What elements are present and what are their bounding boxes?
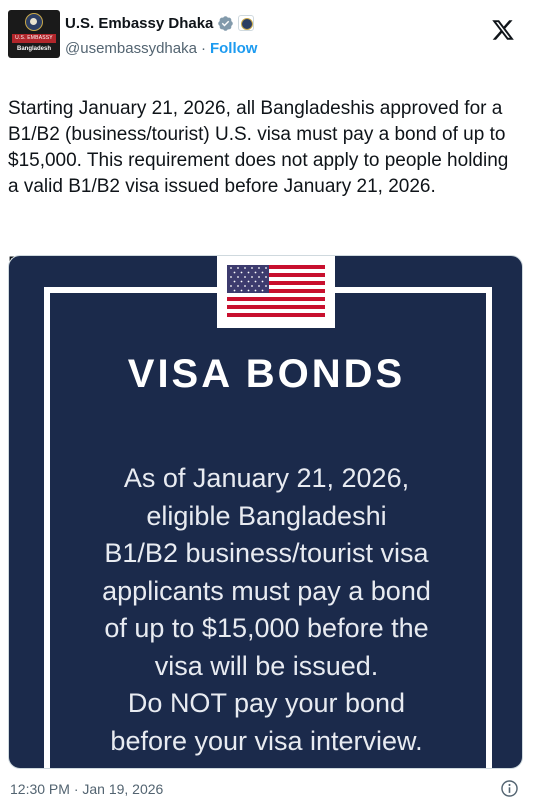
display-name[interactable]: U.S. Embassy Dhaka	[65, 14, 214, 32]
verified-badge-icon[interactable]	[217, 15, 234, 32]
handle[interactable]: @usembassydhaka	[65, 40, 197, 57]
media-line: Do NOT pay your bond	[127, 688, 406, 718]
info-icon[interactable]	[500, 779, 519, 798]
media-headline: VISA BONDS	[127, 352, 406, 396]
government-affiliate-icon[interactable]	[238, 15, 254, 31]
media-body-text	[9, 460, 523, 760]
media-line: visa will be issued.	[154, 650, 379, 681]
handle-row	[65, 40, 257, 57]
avatar[interactable]	[8, 10, 60, 58]
media-line: of up to $15,000 before the	[104, 613, 429, 643]
media-line: B1/B2 business/tourist visa	[104, 538, 429, 568]
embassy-seal-icon	[25, 13, 43, 31]
x-logo-icon[interactable]	[491, 18, 515, 42]
media-line: As of January 21, 2026,	[123, 463, 410, 493]
follow-button[interactable]: Follow	[209, 40, 258, 57]
avatar-sub-text: Bangladesh	[16, 46, 51, 52]
media-line: before your visa interview.	[110, 725, 423, 756]
tweet-paragraph-1: Starting January 21, 2026, all Bangladeshis approved for a B1/B2 (business/tourist) U.S. visa must pay a bond of up to $15,000. This requirement does not apply to people holding a valid B1/B2 visa issued before January 21, 2026.	[8, 98, 509, 197]
media-line: eligible Bangladeshi	[146, 500, 387, 531]
tweet-footer	[8, 778, 523, 800]
media-image[interactable]	[8, 255, 523, 769]
media-line: applicants must pay a bond	[102, 575, 431, 606]
flag-box	[217, 256, 335, 328]
avatar-band-text: U.S. EMBASSY	[12, 34, 56, 43]
tweet-header	[8, 10, 527, 60]
us-flag-icon	[227, 265, 325, 317]
timestamp[interactable]: 12:30 PM · Jan 19, 2026	[10, 781, 164, 797]
separator-dot: ·	[200, 40, 206, 57]
name-row	[65, 13, 254, 33]
